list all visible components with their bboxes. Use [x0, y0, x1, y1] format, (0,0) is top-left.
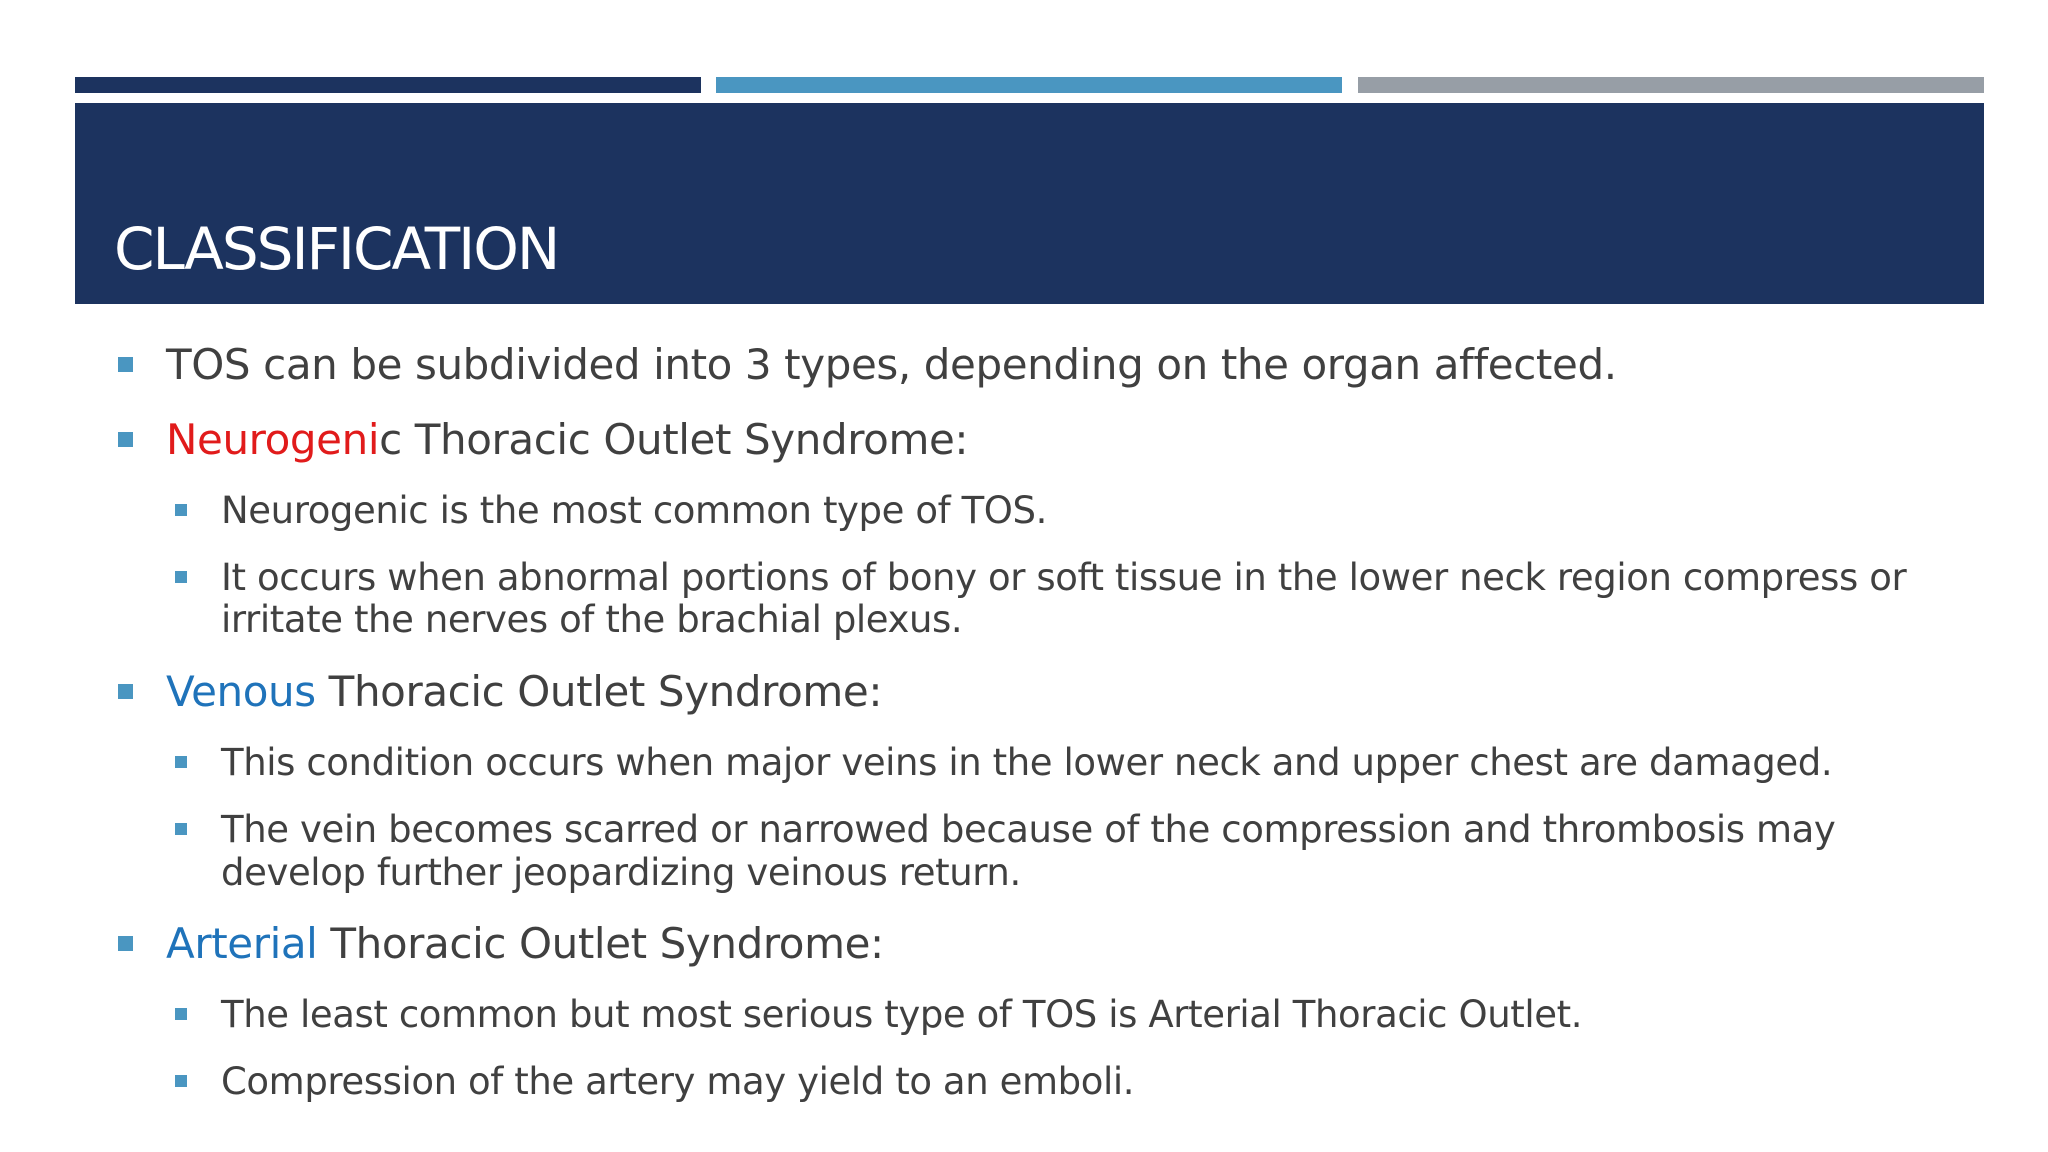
sub-bullet-text: The vein becomes scarred or narrowed because of the compression and thrombosis may: [221, 808, 1836, 851]
bullet-intro: [166, 341, 1617, 389]
sub-bullet-venous-1: [221, 741, 1832, 784]
sub-bullet-text: The least common but most serious type of TOS is Arterial Thoracic Outlet.: [221, 993, 1583, 1036]
square-bullet-icon: [118, 936, 133, 951]
bullet-neurogenic: [166, 416, 968, 464]
arterial-highlight: Arterial: [166, 919, 318, 968]
sub-bullet-neurogenic-2-cont: [221, 598, 962, 641]
sub-bullet-venous-2-cont: [221, 851, 1021, 894]
sub-bullet-text: irritate the nerves of the brachial plexus.: [221, 598, 963, 641]
square-bullet-icon: [118, 357, 133, 372]
sub-bullet-text: develop further jeopardizing veinous return.: [221, 851, 1021, 894]
sub-bullet-venous-2: [221, 808, 1835, 851]
square-bullet-icon: [118, 684, 133, 699]
sub-bullet-text: Neurogenic is the most common type of TOS.: [221, 489, 1047, 532]
bullet-arterial: [166, 920, 884, 968]
square-bullet-icon: [118, 432, 133, 447]
venous-rest: Thoracic Outlet Syndrome:: [315, 667, 883, 716]
sub-bullet-arterial-2: [221, 1060, 1134, 1103]
neurogenic-rest: c Thoracic Outlet Syndrome:: [379, 415, 969, 464]
square-bullet-icon: [175, 571, 187, 583]
square-bullet-icon: [175, 756, 187, 768]
square-bullet-icon: [175, 1075, 187, 1087]
sub-bullet-text: This condition occurs when major veins in the lower neck and upper chest are damaged.: [221, 741, 1833, 784]
slide-title: CLASSIFICATION: [114, 215, 559, 283]
square-bullet-icon: [175, 504, 187, 516]
sub-bullet-neurogenic-2: [221, 556, 1906, 599]
bullet-venous: [166, 668, 882, 716]
neurogenic-highlight: Neurogeni: [166, 415, 380, 464]
sub-bullet-neurogenic-1: [221, 489, 1047, 532]
sub-bullet-text: Compression of the artery may yield to an emboli.: [221, 1060, 1135, 1103]
bullet-intro-text: TOS can be subdivided into 3 types, depending on the organ affected.: [166, 340, 1617, 389]
square-bullet-icon: [175, 1008, 187, 1020]
sub-bullet-text: It occurs when abnormal portions of bony or soft tissue in the lower neck region compress or: [221, 556, 1907, 599]
sub-bullet-arterial-1: [221, 993, 1582, 1036]
venous-highlight: Venous: [166, 667, 316, 716]
arterial-rest: Thoracic Outlet Syndrome:: [317, 919, 884, 968]
square-bullet-icon: [175, 823, 187, 835]
